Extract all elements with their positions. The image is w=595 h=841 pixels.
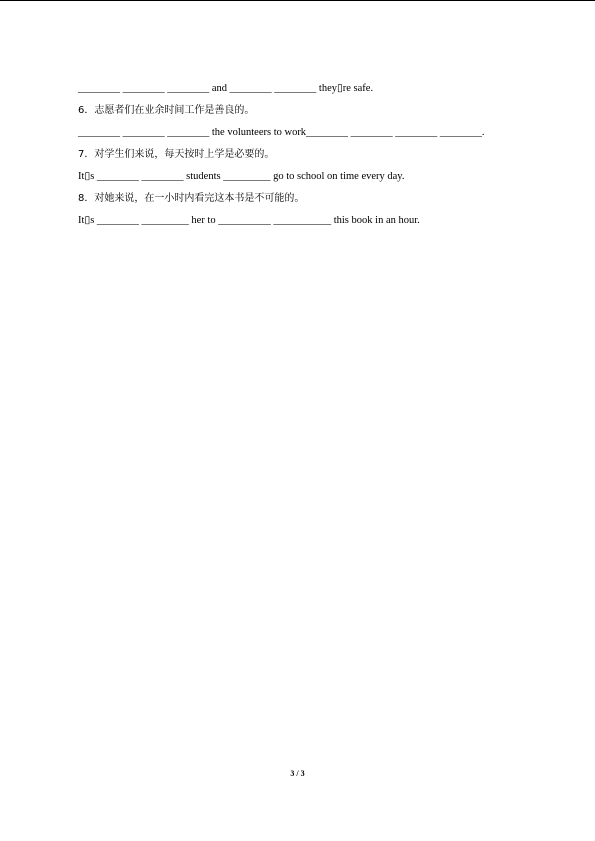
answer-line-5: ________ ________ ________ and ________ ________ they▯re safe. [78, 83, 374, 94]
page-number: 3 / 3 [290, 769, 305, 778]
answer-line-6: ________ ________ ________ the volunteers to work________ ________ ________ ________. [78, 127, 485, 138]
question-6: 6．志愿者们在业余时间工作是善良的。 [78, 105, 255, 116]
question-8: 8．对她来说，在一小时内看完这本书是不可能的。 [78, 193, 305, 204]
question-7: 7．对学生们来说，每天按时上学是必要的。 [78, 149, 275, 160]
answer-line-7: It▯s ________ ________ students _________ go to school on time every day. [78, 171, 405, 182]
page-top-rule [0, 0, 595, 1]
answer-line-8: It▯s ________ _________ her to __________ ___________ this book in an hour. [78, 215, 420, 226]
